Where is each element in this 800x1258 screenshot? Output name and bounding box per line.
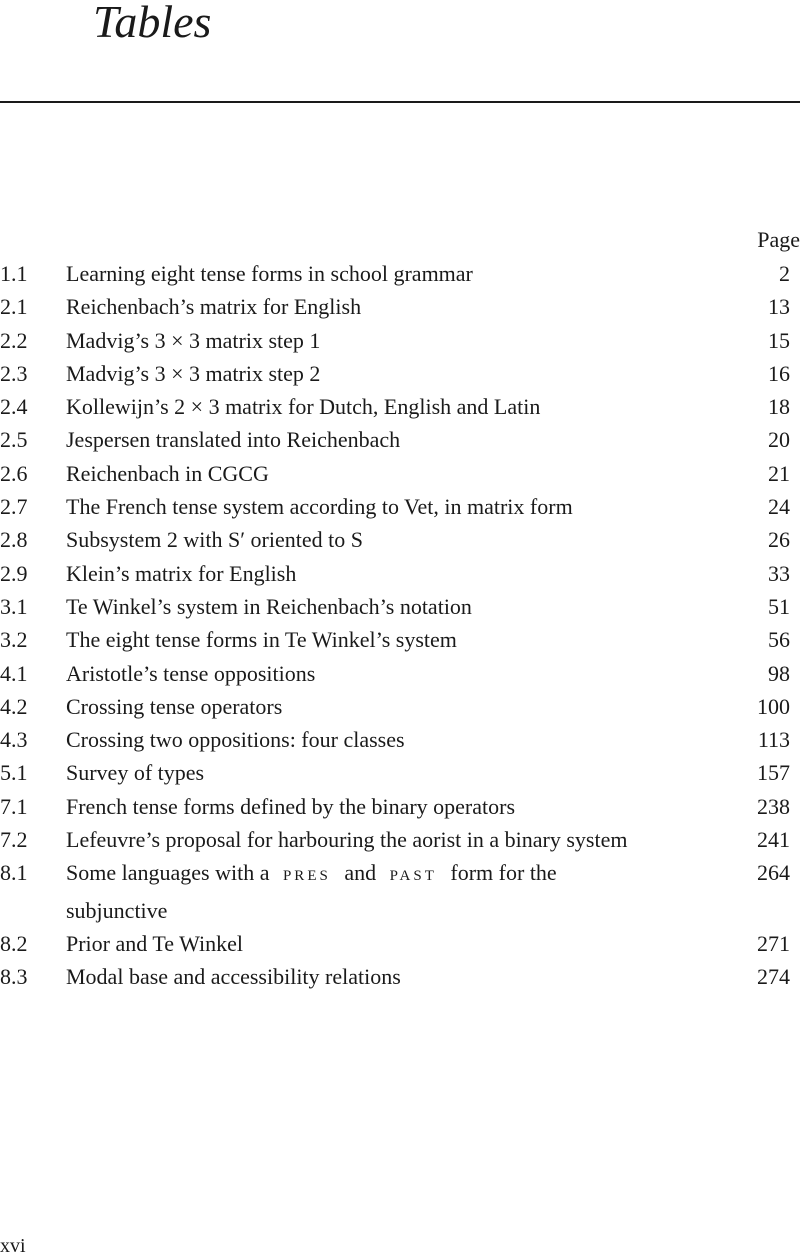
entry-page: 21 bbox=[768, 460, 790, 486]
entry-page: 16 bbox=[768, 360, 790, 386]
small-caps-pres: PRES bbox=[282, 868, 331, 885]
table-entry[interactable] bbox=[0, 523, 790, 556]
entry-number: 2.9 bbox=[0, 560, 28, 586]
entry-number: 8.2 bbox=[0, 930, 28, 956]
entry-number: 2.3 bbox=[0, 360, 28, 386]
entry-page: 264 bbox=[757, 860, 790, 886]
entry-label: Subsystem 2 with S′ oriented to S bbox=[66, 527, 363, 553]
entry-number: 4.3 bbox=[0, 727, 28, 753]
table-entry[interactable] bbox=[0, 357, 790, 390]
table-entry[interactable] bbox=[0, 623, 790, 656]
entry-page: 33 bbox=[768, 560, 790, 586]
entry-label-part: form for the bbox=[450, 860, 557, 886]
entry-label: Reichenbach in CGCG bbox=[66, 460, 269, 486]
entry-number: 8.1 bbox=[0, 860, 28, 886]
table-entry[interactable] bbox=[0, 790, 790, 823]
table-entry[interactable] bbox=[0, 690, 790, 723]
entry-page: 15 bbox=[768, 327, 790, 353]
entry-page: 26 bbox=[768, 527, 790, 553]
entry-label: Crossing tense operators bbox=[66, 693, 283, 719]
entry-label-continuation: subjunctive bbox=[66, 897, 168, 923]
table-entry[interactable] bbox=[0, 423, 790, 456]
entry-label: Reichenbach’s matrix for English bbox=[66, 294, 362, 320]
entry-page: 20 bbox=[768, 427, 790, 453]
page-column-label: Page bbox=[757, 227, 800, 252]
entry-label: Lefeuvre’s proposal for harbouring the aorist in a binary system bbox=[66, 827, 628, 853]
table-entry[interactable] bbox=[0, 657, 790, 690]
entry-page: 18 bbox=[768, 394, 790, 420]
entry-page: 56 bbox=[768, 627, 790, 653]
entry-page: 238 bbox=[757, 793, 790, 819]
entry-label: Klein’s matrix for English bbox=[66, 560, 297, 586]
entry-number: 2.4 bbox=[0, 394, 28, 420]
entry-page: 51 bbox=[768, 593, 790, 619]
table-entry[interactable] bbox=[0, 390, 790, 423]
entry-number: 2.6 bbox=[0, 460, 28, 486]
entry-number: 2.8 bbox=[0, 527, 28, 553]
entry-label: Modal base and accessibility relations bbox=[66, 964, 401, 990]
folio: xvi bbox=[0, 1235, 26, 1257]
entry-number: 2.2 bbox=[0, 327, 28, 353]
entry-label: Aristotle’s tense oppositions bbox=[66, 660, 316, 686]
entry-page: 13 bbox=[768, 294, 790, 320]
entry-page: 113 bbox=[757, 727, 790, 753]
entry-page: 271 bbox=[757, 930, 790, 956]
table-entry[interactable] bbox=[0, 590, 790, 623]
entry-label: Kollewijn’s 2 × 3 matrix for Dutch, English and Latin bbox=[66, 394, 541, 420]
entry-page: 241 bbox=[757, 827, 790, 853]
entry-number: 5.1 bbox=[0, 760, 28, 786]
title-rule bbox=[0, 101, 800, 103]
entry-label: Crossing two oppositions: four classes bbox=[66, 727, 405, 753]
page-title: Tables bbox=[93, 0, 212, 47]
entry-label-part: Some languages with a bbox=[66, 860, 270, 886]
entry-label: The eight tense forms in Te Winkel’s system bbox=[66, 627, 457, 653]
entry-label: Madvig’s 3 × 3 matrix step 2 bbox=[66, 360, 321, 386]
entry-number: 3.2 bbox=[0, 627, 28, 653]
entry-number: 2.7 bbox=[0, 494, 28, 520]
entry-label: Madvig’s 3 × 3 matrix step 1 bbox=[66, 327, 321, 353]
table-entry[interactable] bbox=[0, 490, 790, 523]
entry-label bbox=[66, 856, 750, 927]
entry-page: 24 bbox=[768, 494, 790, 520]
entry-number: 7.1 bbox=[0, 793, 28, 819]
entry-number: 2.5 bbox=[0, 427, 28, 453]
table-entry[interactable] bbox=[0, 823, 790, 856]
entry-page: 100 bbox=[757, 693, 790, 719]
entry-label: The French tense system according to Vet, in matrix form bbox=[66, 494, 573, 520]
entry-label: Jespersen translated into Reichenbach bbox=[66, 427, 401, 453]
entry-page: 157 bbox=[757, 760, 790, 786]
table-entry[interactable] bbox=[0, 457, 790, 490]
entry-label: French tense forms defined by the binary operators bbox=[66, 793, 516, 819]
entry-number: 1.1 bbox=[0, 261, 28, 286]
table-entry[interactable] bbox=[0, 723, 790, 756]
table-entry-8-1[interactable] bbox=[0, 856, 790, 927]
entry-page: 2 bbox=[779, 261, 790, 286]
table-entry[interactable] bbox=[0, 756, 790, 789]
table-entry[interactable] bbox=[0, 324, 790, 357]
entry-number: 3.1 bbox=[0, 593, 28, 619]
entry-page: 274 bbox=[757, 964, 790, 990]
small-caps-past: PAST bbox=[389, 868, 437, 885]
table-entry[interactable] bbox=[0, 290, 790, 323]
entry-number: 7.2 bbox=[0, 827, 28, 853]
entry-label: Prior and Te Winkel bbox=[66, 930, 244, 956]
table-entry[interactable] bbox=[0, 960, 790, 993]
entry-number: 4.2 bbox=[0, 693, 28, 719]
entry-label: Te Winkel’s system in Reichenbach’s notation bbox=[66, 593, 472, 619]
entry-number: 8.3 bbox=[0, 964, 28, 990]
table-list bbox=[0, 257, 790, 994]
entry-number: 4.1 bbox=[0, 660, 28, 686]
table-entry[interactable] bbox=[0, 257, 790, 290]
entry-label-part: and bbox=[344, 860, 377, 886]
entry-label: Survey of types bbox=[66, 760, 205, 786]
table-entry[interactable] bbox=[0, 557, 790, 590]
entry-label: Learning eight tense forms in school grammar bbox=[66, 261, 473, 286]
table-entry[interactable] bbox=[0, 927, 790, 960]
entry-number: 2.1 bbox=[0, 294, 28, 320]
entry-page: 98 bbox=[768, 660, 790, 686]
